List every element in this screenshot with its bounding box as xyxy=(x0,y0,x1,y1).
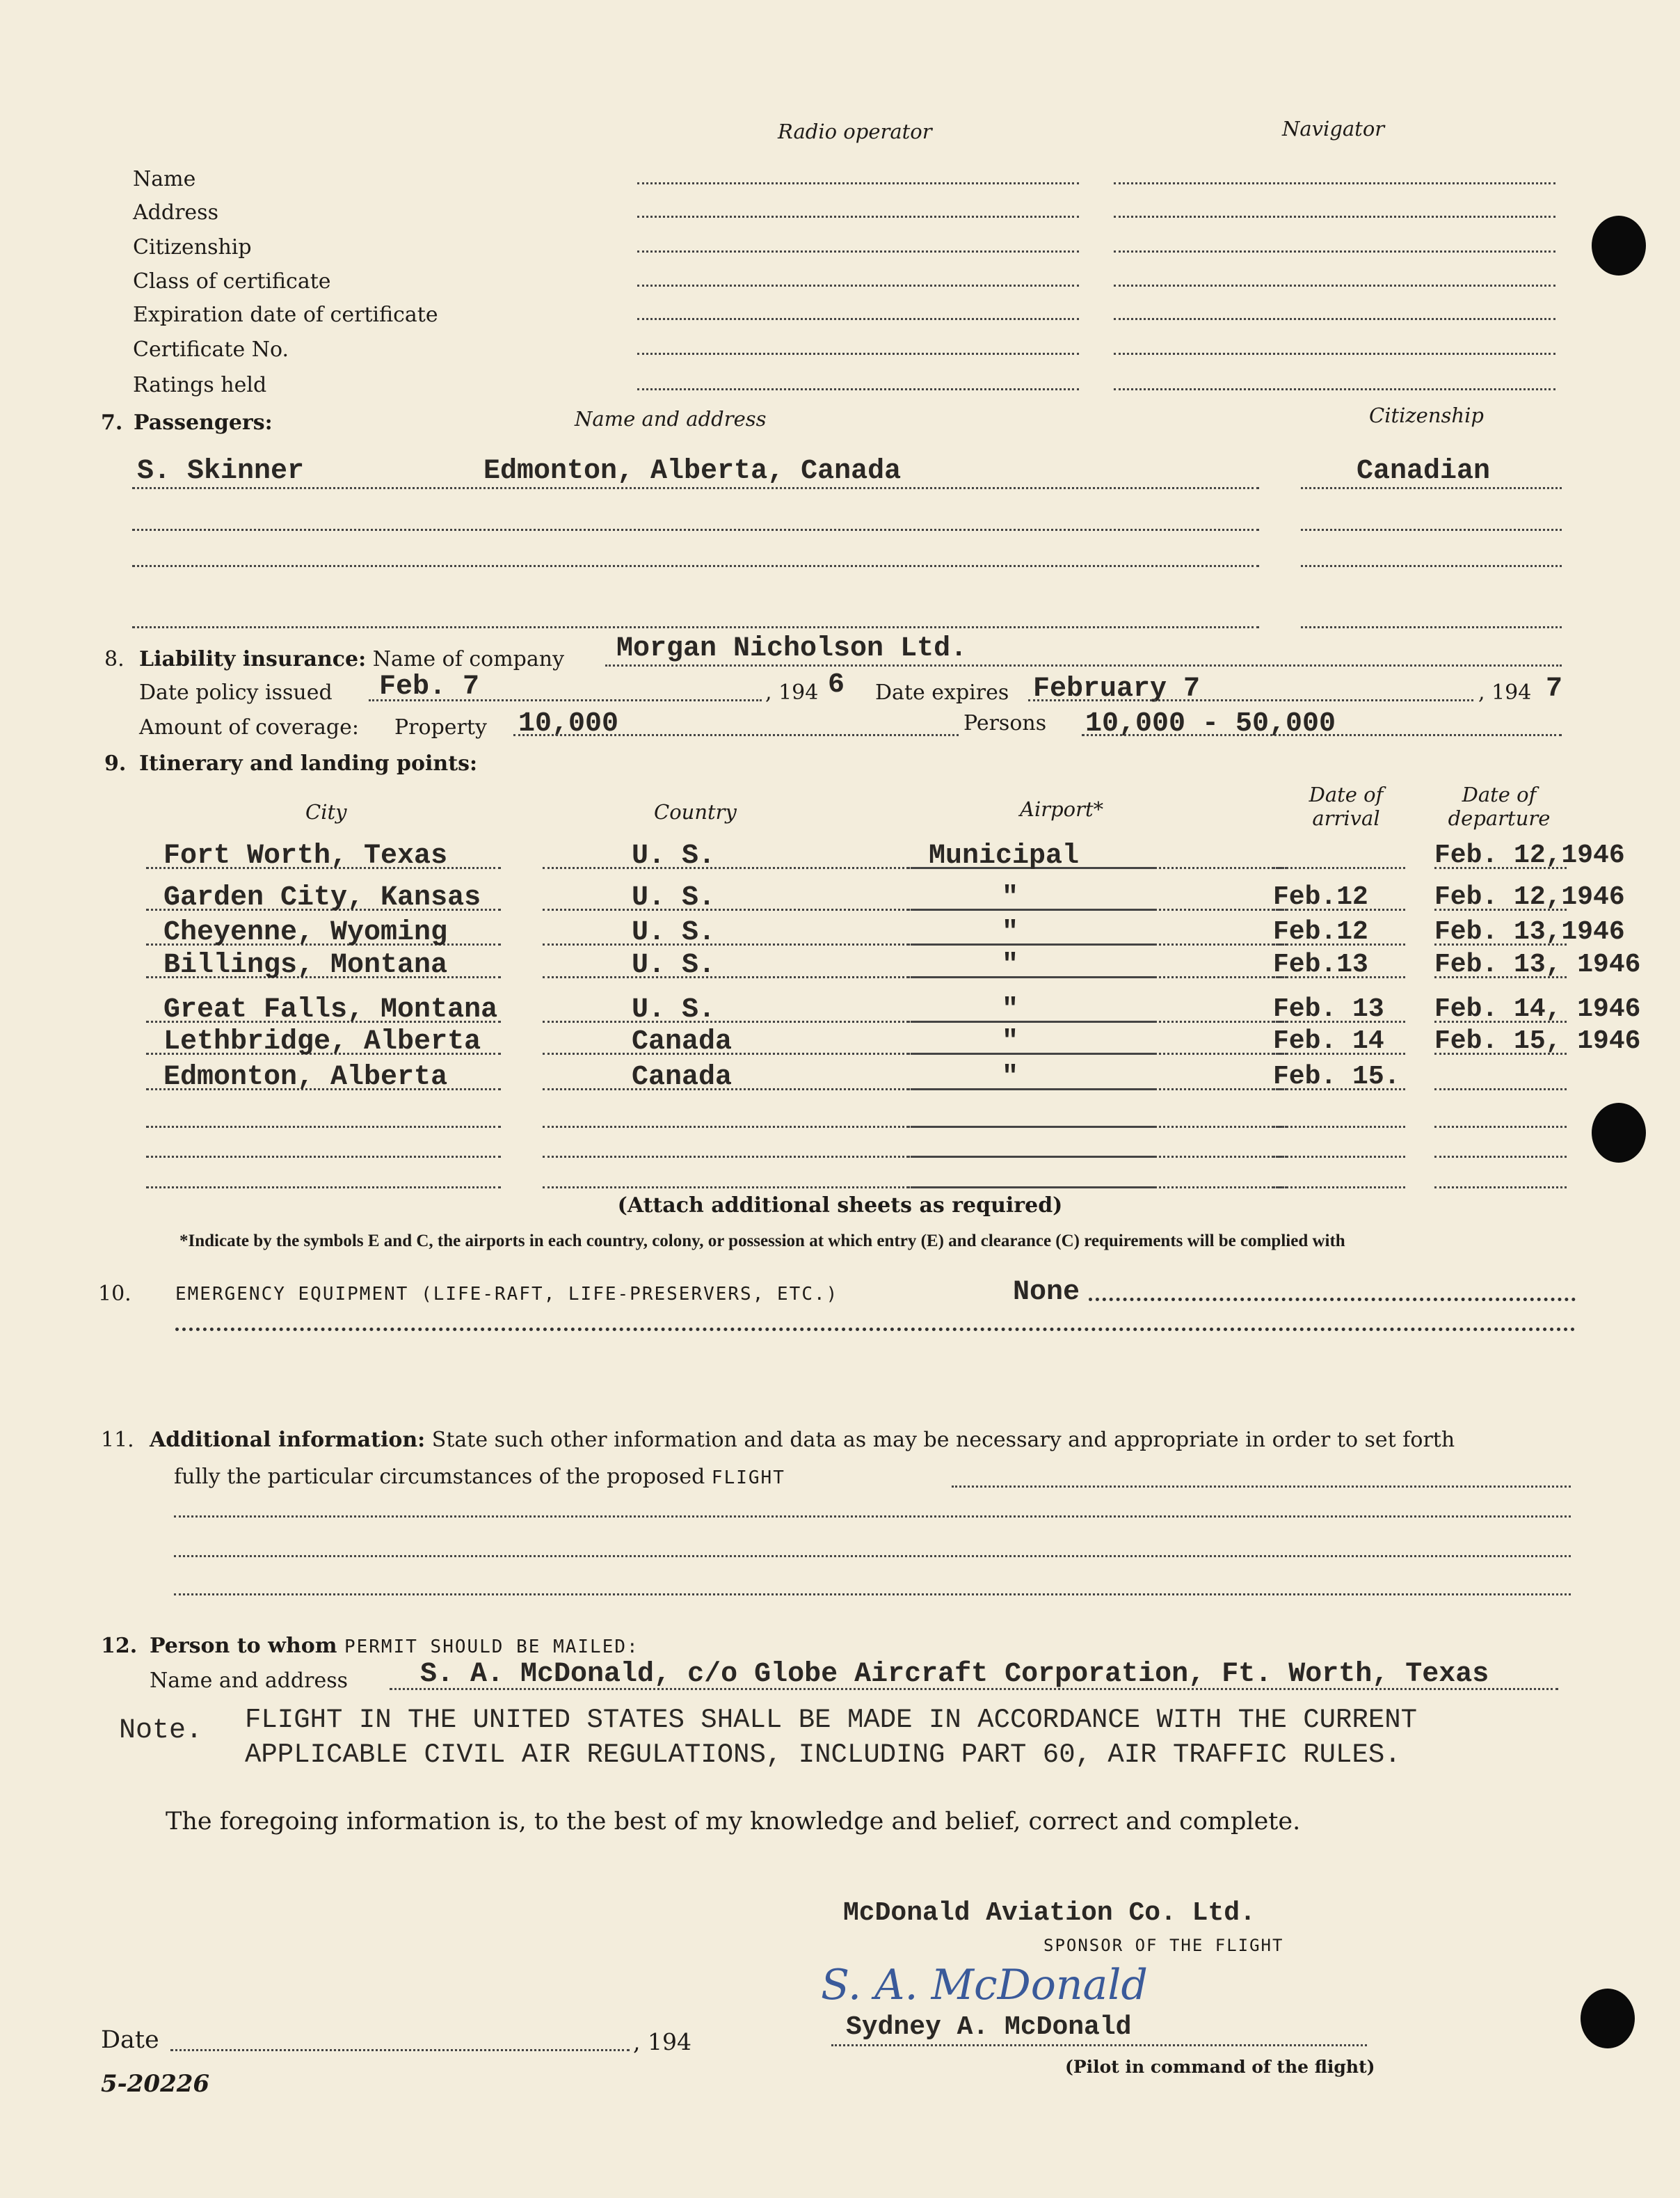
itinerary-city: Great Falls, Montana xyxy=(163,994,498,1026)
col-arrival-line1: Date of xyxy=(1309,783,1384,806)
section-number: 7. xyxy=(101,411,123,435)
navigator-field[interactable] xyxy=(1114,285,1555,287)
coverage-label: Amount of coverage: xyxy=(139,715,359,740)
pilot-name: Sydney A. McDonald xyxy=(846,2012,1132,2042)
crew-row-label: Citizenship xyxy=(133,235,252,260)
itinerary-arrival: Feb. 13 xyxy=(1273,994,1384,1024)
punch-hole xyxy=(1592,216,1646,276)
passengers-label: Passengers: xyxy=(134,411,273,435)
itinerary-arrival: Feb.13 xyxy=(1273,950,1368,980)
dotted-line xyxy=(952,1486,1571,1488)
departure-line xyxy=(1434,1156,1567,1158)
certification-text: The foregoing information is, to the best of my knowledge and belief, correct and complete. xyxy=(166,1808,1301,1835)
punch-hole xyxy=(1581,1989,1635,2048)
persons-label: Persons xyxy=(963,711,1047,735)
itinerary-country: U. S. xyxy=(632,841,716,872)
navigator-field[interactable] xyxy=(1114,318,1555,320)
note-line1: FLIGHT IN THE UNITED STATES SHALL BE MADE IN ACCORDANCE WITH THE CURRENT xyxy=(245,1705,1418,1735)
additional-text1 xyxy=(150,1428,1455,1452)
dotted-line xyxy=(132,626,1259,628)
radio-operator-field[interactable] xyxy=(637,285,1079,287)
itinerary-city: Garden City, Kansas xyxy=(163,882,481,914)
insurance-company: Morgan Nicholson Ltd. xyxy=(616,633,968,664)
mailing-label-caps: PERMIT SHOULD BE MAILED: xyxy=(344,1636,639,1657)
dotted-line xyxy=(174,1555,1571,1557)
punch-hole xyxy=(1592,1103,1646,1163)
itinerary-departure: Feb. 12,1946 xyxy=(1434,882,1625,912)
date-label: Date xyxy=(101,2026,159,2054)
dotted-line xyxy=(1089,1298,1576,1301)
col-radio-operator: Radio operator xyxy=(778,120,932,143)
itinerary-label: Itinerary and landing points: xyxy=(139,751,478,776)
dotted-line xyxy=(175,1328,1576,1331)
navigator-field[interactable] xyxy=(1114,388,1555,390)
dotted-line xyxy=(1301,487,1562,489)
crew-row-label: Certificate No. xyxy=(133,337,289,362)
itinerary-departure: Feb. 15, 1946 xyxy=(1434,1026,1641,1056)
dotted-line xyxy=(174,1593,1571,1595)
itinerary-departure: Feb. 13,1946 xyxy=(1434,917,1625,947)
section-number: 10. xyxy=(98,1282,131,1306)
additional-instructions-2: fully the particular circumstances of the proposed xyxy=(174,1465,705,1489)
itinerary-airport: " xyxy=(1002,1026,1019,1058)
itinerary-country: Canada xyxy=(632,1026,733,1058)
col-airport: Airport* xyxy=(1020,797,1104,821)
radio-operator-field[interactable] xyxy=(637,388,1079,390)
dotted-line xyxy=(132,529,1259,531)
section-number: 9. xyxy=(104,751,127,776)
airport-line xyxy=(908,1156,1287,1158)
crew-row-label: Class of certificate xyxy=(133,269,331,294)
mailing-label-text: Person to whom xyxy=(150,1634,337,1658)
issued-year-prefix: , 194 xyxy=(765,680,819,705)
airport-line xyxy=(908,909,1287,911)
section-number: 12. xyxy=(101,1634,138,1658)
attach-note: (Attach additional sheets as required) xyxy=(617,1193,1063,1218)
radio-operator-field[interactable] xyxy=(637,353,1079,355)
dotted-line xyxy=(1028,699,1473,701)
col-navigator: Navigator xyxy=(1282,117,1385,141)
issued-date: Feb. 7 xyxy=(379,671,480,703)
departure-line xyxy=(1434,1088,1567,1090)
radio-operator-field[interactable] xyxy=(637,182,1079,184)
itinerary-city: Fort Worth, Texas xyxy=(163,841,448,872)
sponsor-label: SPONSOR OF THE FLIGHT xyxy=(1043,1936,1284,1955)
expires-date: February 7 xyxy=(1033,674,1201,705)
expires-year-digit: 7 xyxy=(1546,674,1563,705)
radio-operator-field[interactable] xyxy=(637,216,1079,218)
radio-operator-field[interactable] xyxy=(637,318,1079,320)
itinerary-arrival: Feb. 15. xyxy=(1273,1062,1400,1092)
airport-line xyxy=(908,1088,1287,1090)
dotted-line xyxy=(1301,626,1562,628)
itinerary-city: Cheyenne, Wyoming xyxy=(163,917,448,948)
dotted-line xyxy=(513,734,959,736)
col-arrival-line2: arrival xyxy=(1312,806,1380,830)
note-label: Note. xyxy=(119,1715,203,1746)
arrival-line xyxy=(1273,1156,1405,1158)
airport-line xyxy=(908,943,1287,946)
date-field[interactable] xyxy=(170,2049,630,2051)
issued-label: Date policy issued xyxy=(139,680,333,705)
crew-row-label: Expiration date of certificate xyxy=(133,303,438,327)
airport-line xyxy=(908,976,1287,978)
itinerary-airport: " xyxy=(1002,917,1019,948)
dotted-line xyxy=(174,1515,1571,1518)
additional-text2 xyxy=(174,1465,785,1489)
departure-line xyxy=(1434,1186,1567,1188)
date-year-prefix: , 194 xyxy=(633,2028,691,2055)
issued-year-digit: 6 xyxy=(828,669,845,701)
col-departure xyxy=(1443,783,1555,830)
col-arrival xyxy=(1304,783,1388,830)
dotted-line xyxy=(1301,529,1562,531)
navigator-field[interactable] xyxy=(1114,182,1555,184)
itinerary-departure: Feb. 14, 1946 xyxy=(1434,994,1641,1024)
property-amount: 10,000 xyxy=(518,708,619,740)
passenger-citizenship: Canadian xyxy=(1357,456,1491,487)
navigator-field[interactable] xyxy=(1114,216,1555,218)
navigator-field[interactable] xyxy=(1114,250,1555,253)
crew-row-label: Name xyxy=(133,167,196,191)
itinerary-airport: " xyxy=(1002,882,1019,914)
itinerary-country: U. S. xyxy=(632,882,716,914)
note-line2: APPLICABLE CIVIL AIR REGULATIONS, INCLUDING PART 60, AIR TRAFFIC RULES. xyxy=(245,1739,1401,1770)
itinerary-departure: Feb. 12,1946 xyxy=(1434,841,1625,870)
section-number: 11. xyxy=(101,1428,134,1452)
arrival-line xyxy=(1273,1186,1405,1188)
city-line xyxy=(146,1186,501,1188)
signature-image: S. A. McDonald xyxy=(821,1961,1148,2009)
col-departure-line2: departure xyxy=(1448,806,1551,830)
itinerary-country: Canada xyxy=(632,1062,733,1093)
emergency-value: None xyxy=(1013,1277,1080,1308)
itinerary-city: Billings, Montana xyxy=(163,950,448,981)
airport-line xyxy=(908,1186,1287,1188)
itinerary-country: U. S. xyxy=(632,994,716,1026)
departure-line xyxy=(1434,1126,1567,1128)
itinerary-airport: " xyxy=(1002,1062,1019,1093)
col-citizenship: Citizenship xyxy=(1369,404,1484,427)
arrival-line xyxy=(1273,867,1405,869)
crew-row-label: Address xyxy=(133,200,218,225)
itinerary-airport: " xyxy=(1002,994,1019,1026)
passenger-name: S. Skinner xyxy=(137,456,305,487)
file-number: 5-20226 xyxy=(101,2070,210,2098)
airport-line xyxy=(908,1126,1287,1128)
passenger-address: Edmonton, Alberta, Canada xyxy=(483,456,902,487)
airport-line xyxy=(908,1053,1287,1055)
dotted-line xyxy=(390,1688,1558,1690)
dotted-line xyxy=(1082,734,1562,736)
arrival-line xyxy=(1273,1126,1405,1128)
expires-label: Date expires xyxy=(875,680,1009,705)
itinerary-city: Lethbridge, Alberta xyxy=(163,1026,481,1058)
sponsor-company: McDonald Aviation Co. Ltd. xyxy=(843,1898,1256,1928)
city-line xyxy=(146,1156,501,1158)
dotted-line xyxy=(132,487,1259,489)
pilot-label: (Pilot in command of the flight) xyxy=(1065,2057,1375,2077)
itinerary-country: U. S. xyxy=(632,917,716,948)
itinerary-city: Edmonton, Alberta xyxy=(163,1062,448,1093)
persons-amount: 10,000 - 50,000 xyxy=(1085,708,1336,740)
section-number: 8. xyxy=(104,647,125,671)
dotted-line xyxy=(605,664,1562,667)
additional-label: Additional information: xyxy=(150,1428,426,1452)
airport-footnote: *Indicate by the symbols E and C, the airports in each country, colony, or possession at which entry (E) and clearance (C) requirements will be complied with xyxy=(179,1232,1345,1250)
col-country: Country xyxy=(654,800,737,824)
navigator-field[interactable] xyxy=(1114,353,1555,355)
itinerary-arrival: Feb. 14 xyxy=(1273,1026,1384,1056)
itinerary-country: U. S. xyxy=(632,950,716,981)
crew-row-label: Ratings held xyxy=(133,373,267,397)
dotted-line xyxy=(831,2044,1367,2046)
dotted-line xyxy=(369,699,762,701)
insurance-label xyxy=(139,647,564,671)
mailing-address: S. A. McDonald, c/o Globe Aircraft Corporation, Ft. Worth, Texas xyxy=(420,1659,1489,1690)
company-label: Name of company xyxy=(372,647,565,671)
expires-year-prefix: , 194 xyxy=(1478,680,1532,705)
itinerary-arrival: Feb.12 xyxy=(1273,882,1368,912)
mailing-label xyxy=(150,1634,639,1658)
property-label: Property xyxy=(394,715,487,740)
city-line xyxy=(146,1126,501,1128)
col-name-address: Name and address xyxy=(575,407,767,431)
itinerary-departure: Feb. 13, 1946 xyxy=(1434,950,1641,980)
mailing-name-label: Name and address xyxy=(150,1669,348,1693)
dotted-line xyxy=(132,565,1259,567)
additional-caps: FLIGHT xyxy=(711,1467,785,1488)
itinerary-arrival: Feb.12 xyxy=(1273,917,1368,947)
col-city: City xyxy=(305,800,347,824)
airport-line xyxy=(908,1021,1287,1023)
col-departure-line1: Date of xyxy=(1462,783,1537,806)
dotted-line xyxy=(1301,565,1562,567)
itinerary-airport: " xyxy=(1002,950,1019,981)
itinerary-airport: Municipal xyxy=(929,841,1080,872)
additional-instructions: State such other information and data as may be necessary and appropriate in order to set forth xyxy=(431,1428,1455,1452)
radio-operator-field[interactable] xyxy=(637,250,1079,253)
insurance-heading: Liability insurance: xyxy=(139,647,367,671)
emergency-label: EMERGENCY EQUIPMENT (LIFE-RAFT, LIFE-PRESERVERS, ETC.) xyxy=(175,1284,839,1305)
